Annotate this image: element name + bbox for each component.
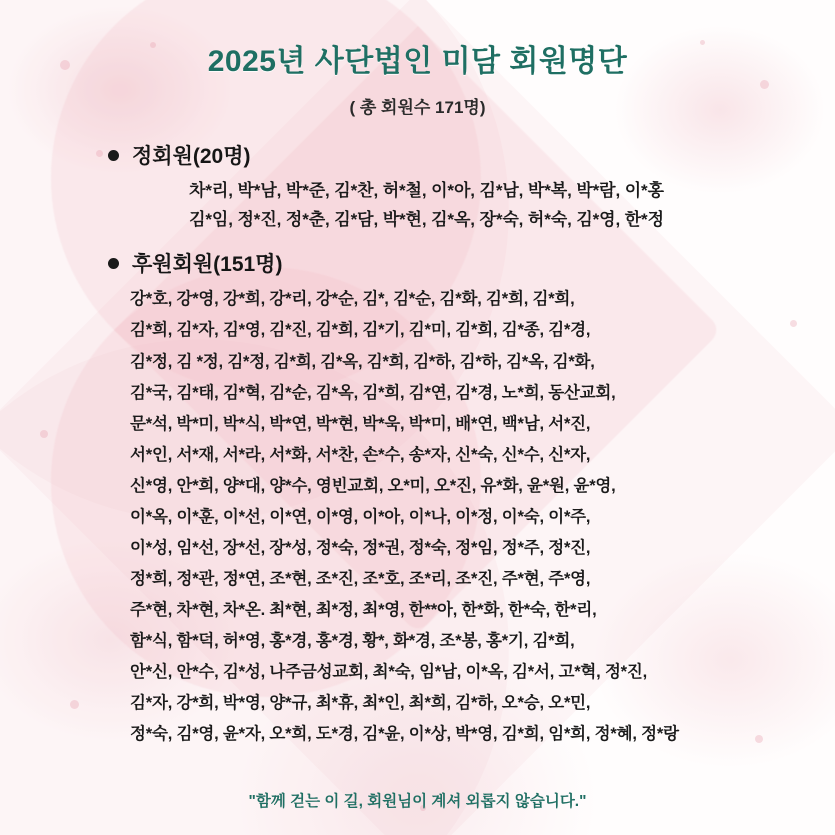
member-line: 차*리, 박*남, 박*준, 김*찬, 허*철, 이*아, 김*남, 박*복, 박*람, 이*홍 [189,181,664,200]
page-title: 2025년 사단법인 미담 회원명단 [207,45,628,78]
section-regular-members [0,140,835,234]
member-line: 이*옥, 이*훈, 이*선, 이*연, 이*영, 이*아, 이*나, 이*정, 이*숙, 이*주, [130,507,591,526]
supporting-member-list [108,284,795,749]
section-heading-row [108,140,795,170]
total-count-subtitle: ( 총 회원수 171명) [349,98,486,117]
member-line: 이*성, 임*선, 장*선, 장*성, 정*숙, 정*권, 정*숙, 정*임, 정*주, 정*진, [130,538,591,557]
bullet-icon [108,150,119,161]
section-heading-row [108,248,795,278]
section-title-regular: 정회원(20명) [132,145,251,168]
member-line: 강*호, 강*영, 강*희, 강*리, 강*순, 김*, 김*순, 김*화, 김*희, 김*희, [130,290,575,309]
footer-quote: "함께 걷는 이 길, 회원님이 계셔 외롭지 않습니다." [248,793,587,810]
member-line: 정*희, 정*관, 정*연, 조*현, 조*진, 조*호, 조*리, 조*진, 주*현, 주*영, [130,569,591,588]
section-supporting-members [0,248,835,749]
member-line: 정*숙, 김*영, 윤*자, 오*희, 도*경, 김*윤, 이*상, 박*영, 김*희, 임*희, 정*혜, 정*랑 [130,724,679,743]
member-line: 서*인, 서*재, 서*라, 서*화, 서*찬, 손*수, 송*자, 신*숙, 신*수, 신*자, [130,445,591,464]
member-line: 문*석, 박*미, 박*식, 박*연, 박*현, 박*욱, 박*미, 배*연, 백*남, 서*진, [130,414,591,433]
member-line: 신*영, 안*희, 양*대, 양*수, 영빈교회, 오*미, 오*진, 유*화, 윤*원, 윤*영, [130,476,616,495]
member-line: 김*정, 김 *정, 김*정, 김*희, 김*옥, 김*희, 김*하, 김*하, 김*옥, 김*화, [130,352,595,371]
regular-member-list [108,176,795,234]
member-line: 김*자, 강*희, 박*영, 양*규, 최*휴, 최*인, 최*희, 김*하, 오*승, 오*민, [130,693,591,712]
member-line: 주*현, 차*현, 차*온. 최*현, 최*정, 최*영, 한**아, 한*화, 한*숙, 한*리, [130,600,597,619]
member-line: 함*식, 함*덕, 허*영, 홍*경, 홍*경, 황*, 화*경, 조*봉, 홍*기, 김*희, [130,631,575,650]
member-line: 김*희, 김*자, 김*영, 김*진, 김*희, 김*기, 김*미, 김*희, 김*종, 김*경, [130,321,591,340]
member-line: 안*신, 안*수, 김*성, 나주금성교회, 최*숙, 임*남, 이*옥, 김*서, 고*혁, 정*진, [130,662,648,681]
member-line: 김*임, 정*진, 정*춘, 김*담, 박*현, 김*옥, 장*숙, 허*숙, 김*영, 한*정 [189,210,664,230]
section-title-supporters: 후원회원(151명) [132,253,283,277]
bullet-icon [108,258,119,269]
member-line: 김*국, 김*태, 김*혁, 김*순, 김*옥, 김*희, 김*연, 김*경, 노*희, 동산교회, [130,383,616,402]
